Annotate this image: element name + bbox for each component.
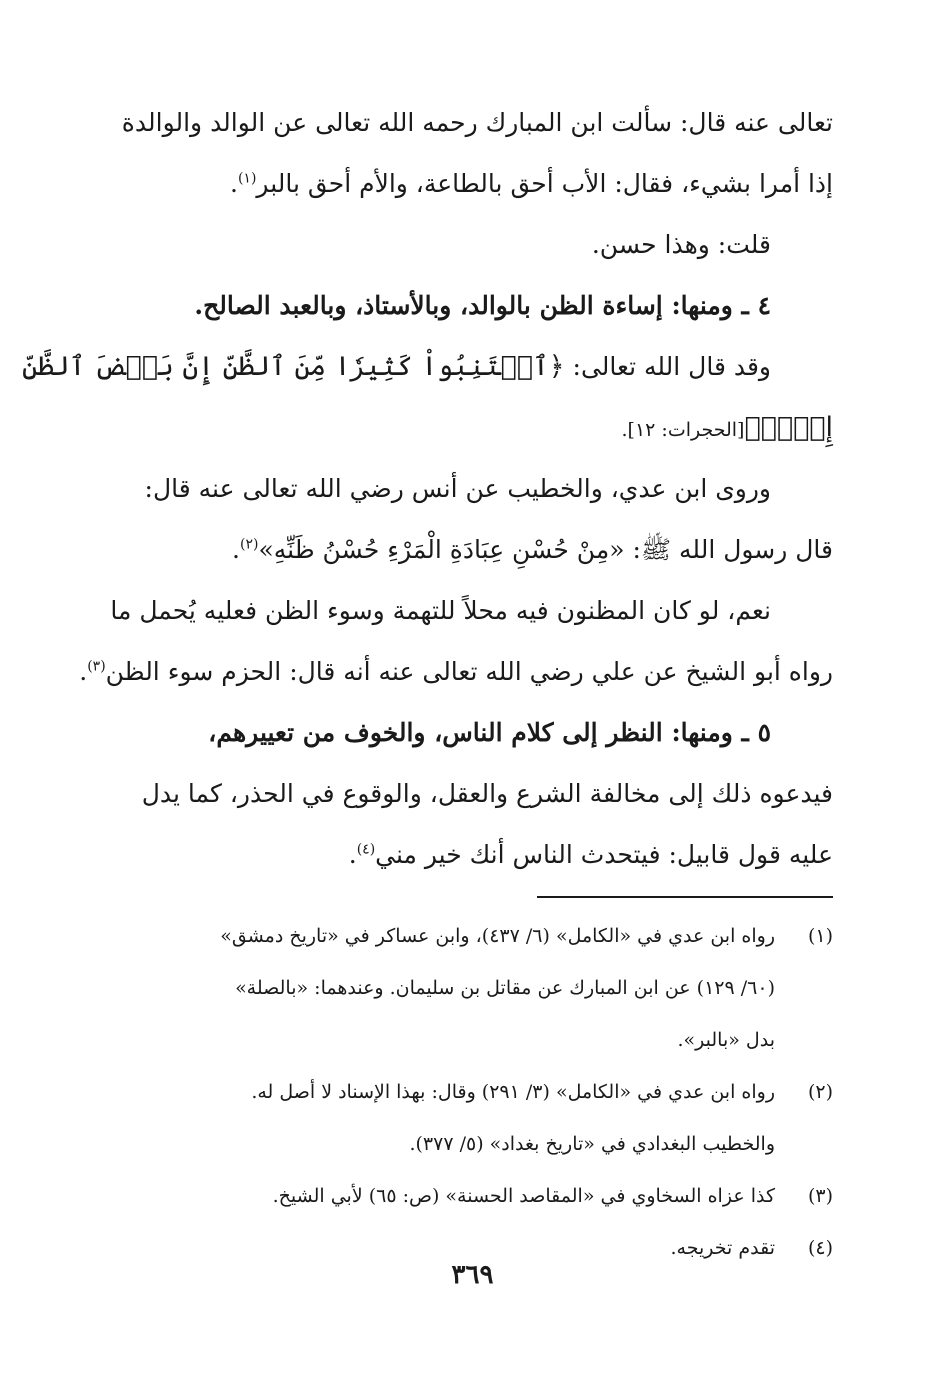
quran-verse: إِثۡمٞ﴾ [744,412,833,443]
quran-verse: ﴿ٱجۡتَنِبُواْ كَثِيرٗا مِّنَ ٱلظَّنِّ إِنَّ بَعۡضَ ٱلظَّنِّ [22,351,565,382]
paragraph-line: قلت: وهذا حسن. [591,230,771,259]
footnote-marker[interactable]: (٣) [87,658,106,675]
footnote-marker[interactable]: (٢) [240,536,259,553]
section-heading: ٤ ـ ومنها: إساءة الظن بالوالد، وبالأستاذ، وبالعبد الصالح. [194,291,771,320]
page-number: ٣٦٩ [451,1260,494,1290]
footnotes [121,910,833,1274]
footnote-line: رواه ابن عدي في «الكامل» (٦/ ٤٣٧)، وابن عساكر في «تاريخ دمشق» [220,925,775,947]
paragraph-line: إذا أمرا بشيء، فقال: الأب أحق بالطاعة، والأم أحق بالبر$^{(١)}$. [230,169,833,198]
section-heading: ٥ ـ ومنها: النظر إلى كلام الناس، والخوف من تعييرهم، [208,718,771,747]
verse-reference: [الحجرات: ١٢]. [621,419,745,441]
footnote-text [121,910,775,1066]
paragraph-line: نعم، لو كان المظنون فيه محلاً للتهمة وسوء الظن فعليه يُحمل ما [110,596,771,625]
paragraph-line: وروى ابن عدي، والخطيب عن أنس رضي الله تعالى عنه قال: [144,474,771,503]
paragraph-line [121,397,833,458]
footnote-line: بدل «بالبر». [677,1029,775,1051]
footnote-line: كذا عزاه السخاوي في «المقاصد الحسنة» (ص: ٦٥) لأبي الشيخ. [272,1185,775,1207]
paragraph-line: عليه قول قابيل: فيتحدث الناس أنك خير مني$^{(٤)}$. [348,840,833,869]
main-text [22,92,833,885]
paragraph-line: قال رسول الله ﷺ: «مِنْ حُسْنِ عِبَادَةِ الْمَرْءِ حُسْنُ ظَنِّهِ»$^{(٢)}$. [232,535,833,564]
paragraph-line: فيدعوه ذلك إلى مخالفة الشرع والعقل، والوقوع في الحذر، كما يدل [141,779,833,808]
footnote-number: (١) [807,925,833,947]
footnote [121,1066,833,1170]
footnote-marker[interactable]: (١) [237,170,257,187]
footnote-number: (٣) [807,1185,833,1207]
footnote-number: (٢) [807,1081,833,1103]
paragraph-line: رواه أبو الشيخ عن علي رضي الله تعالى عنه أنه قال: الحزم سوء الظن$^{(٣)}$. [79,657,833,686]
paragraph-line: تعالى عنه قال: سألت ابن المبارك رحمه الله تعالى عن الوالد والوالدة [121,108,833,137]
footnote-line: تقدم تخريجه. [670,1237,775,1259]
footnote-line: رواه ابن عدي في «الكامل» (٣/ ٢٩١) وقال: بهذا الإسناد لا أصل له. [251,1081,775,1103]
footnote-text [121,1170,775,1222]
footnote-marker[interactable]: (٤) [356,841,376,858]
paragraph-line: وقد قال الله تعالى: ﴿ٱجۡتَنِبُواْ كَثِيرٗا مِّنَ ٱلظَّنِّ إِنَّ بَعۡضَ ٱلظَّنِّ [22,351,771,382]
footnote [121,1170,833,1222]
footnote-number: (٤) [807,1237,833,1259]
footnote [121,910,833,1066]
footnote-line: والخطيب البغدادي في «تاريخ بغداد» (٥/ ٣٧٧). [409,1133,775,1155]
footnote-divider [537,896,833,898]
footnote-line: (٦٠/ ١٢٩) عن ابن المبارك عن مقاتل بن سليمان. وعندهما: «بالصلة» [235,977,775,999]
footnote-text [121,1066,775,1170]
